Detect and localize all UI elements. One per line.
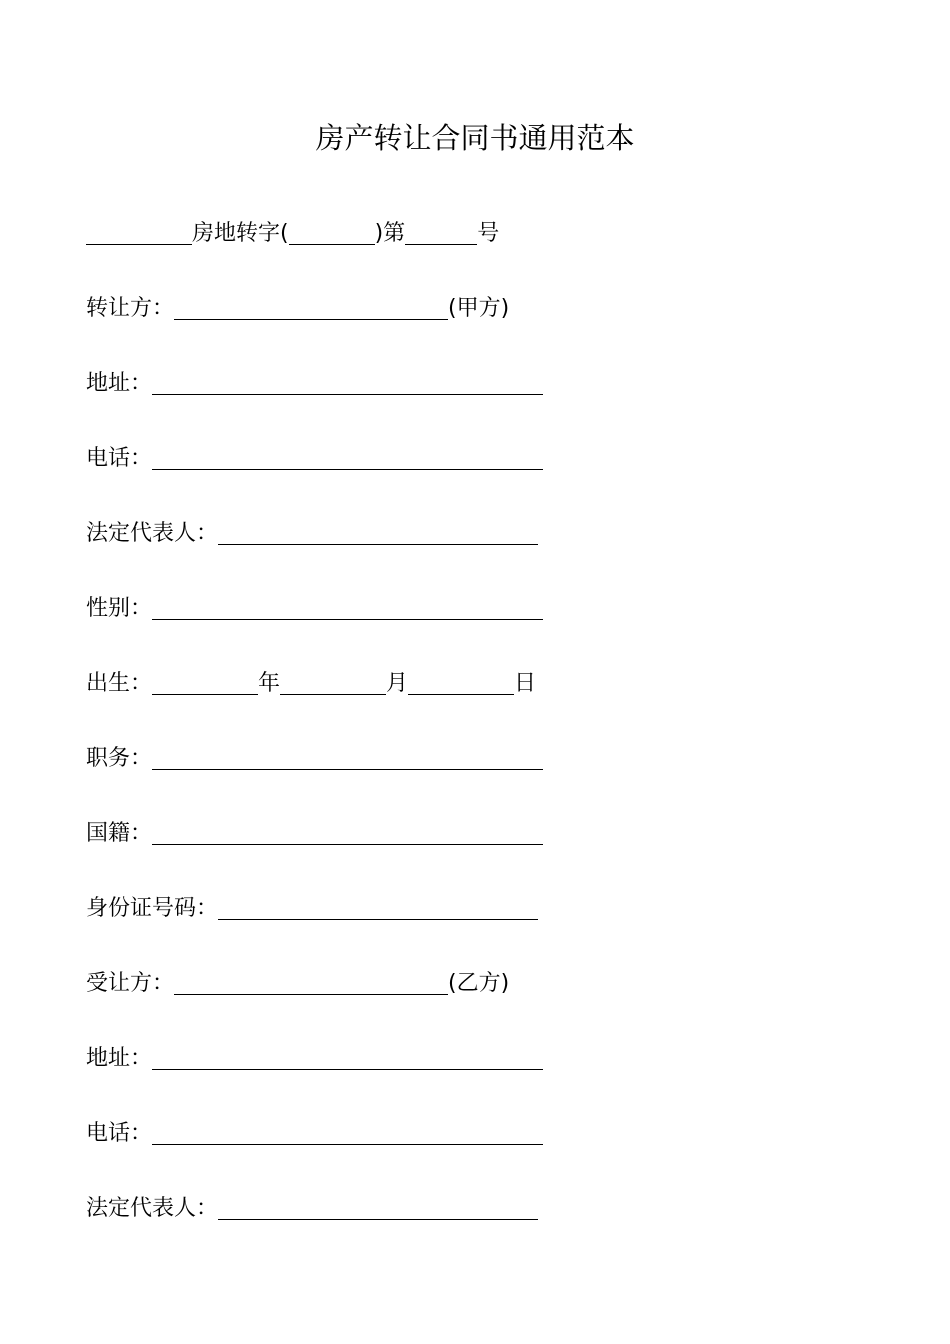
phone-label: 电话： [86,446,153,471]
address-line [86,366,543,398]
phone2-label: 电话： [86,1121,153,1146]
legal-rep-label: 法定代表人： [86,521,219,546]
address2-label: 地址： [86,1046,153,1071]
number-blank[interactable] [405,222,477,245]
district-blank[interactable] [86,222,192,245]
document-number-line [86,216,499,248]
transferee-field[interactable] [174,972,448,995]
month-label: 月 [386,671,409,696]
year-blank[interactable] [289,222,375,245]
legal-rep2-line [86,1191,538,1223]
transferor-line [86,291,509,323]
day-label: 日 [514,671,537,696]
address-label: 地址： [86,371,153,396]
birth-line [86,666,536,698]
gender-label: 性别： [86,596,153,621]
id-line [86,891,538,923]
transferor-suffix: (甲方) [448,296,510,321]
gender-field[interactable] [152,597,543,620]
legal-rep2-field[interactable] [218,1197,538,1220]
document-title: 房产转让合同书通用范本 [315,121,635,155]
transferee-label: 受让方： [86,971,175,996]
doc-number-text-3: 号 [477,221,500,246]
birth-label: 出生： [86,671,153,696]
year-label: 年 [258,671,281,696]
address2-field[interactable] [152,1047,543,1070]
address-field[interactable] [152,372,543,395]
address2-line [86,1041,543,1073]
birth-month-field[interactable] [280,672,386,695]
transferee-line [86,966,509,998]
gender-line [86,591,543,623]
phone-field[interactable] [152,447,543,470]
legal-rep-line [86,516,538,548]
doc-number-text-2: )第 [374,221,406,246]
id-field[interactable] [218,897,538,920]
position-line [86,741,543,773]
nationality-label: 国籍： [86,821,153,846]
transferor-field[interactable] [174,297,448,320]
legal-rep-field[interactable] [218,522,538,545]
nationality-line [86,816,543,848]
legal-rep2-label: 法定代表人： [86,1196,219,1221]
id-label: 身份证号码： [86,896,219,921]
position-label: 职务： [86,746,153,771]
phone2-line [86,1116,543,1148]
phone2-field[interactable] [152,1122,543,1145]
transferor-label: 转让方： [86,296,175,321]
birth-day-field[interactable] [408,672,514,695]
position-field[interactable] [152,747,543,770]
doc-number-text-1: 房地转字( [192,221,289,246]
phone-line [86,441,543,473]
nationality-field[interactable] [152,822,543,845]
birth-year-field[interactable] [152,672,258,695]
transferee-suffix: (乙方) [448,971,510,996]
